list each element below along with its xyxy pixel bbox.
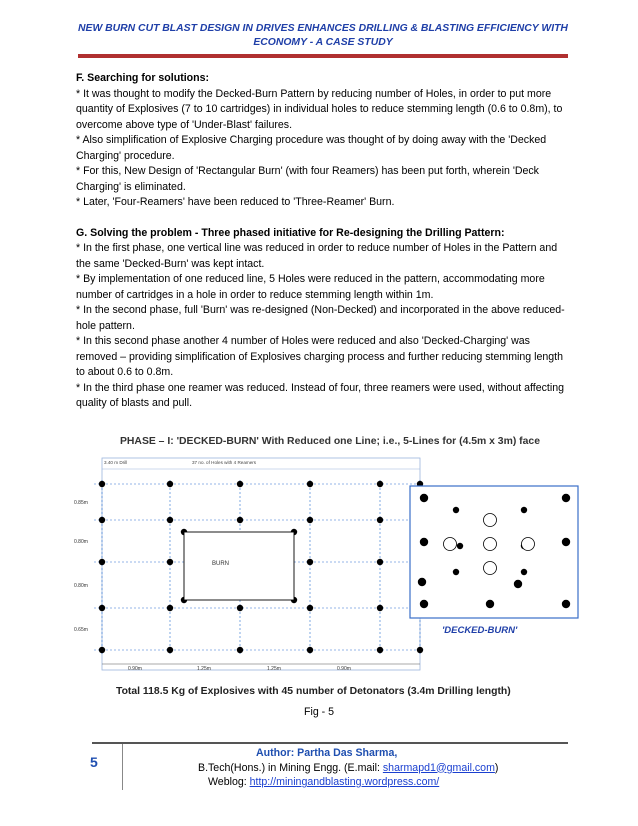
header-line-2: ECONOMY - A CASE STUDY [253,37,393,48]
blast-hole [99,517,105,523]
blast-hole [237,605,243,611]
inset-solid-hole [418,578,426,586]
section-f-para-1: * It was thought to modify the Decked-Burn Pattern by reducing number of Holes, in order to put more quantity of Explosives (7 to 10 cartridges) in individual holes to reduce stemming length (0.6 to 0.8m), to overcome above type of 'Under-Blast' failures. [76,87,563,131]
blast-hole [307,559,313,565]
blast-hole [377,481,383,487]
section-g-para-4: * In this second phase another 4 number of Holes were reduced and also 'Decked-Charging' was removed – providing simplification of Explosives charging process and further reducing stemming length to about 0.6 to 0.8m. [76,335,563,378]
footer-degree-close: ) [494,761,499,774]
blast-hole [377,647,383,653]
spacing-label-horizontal: 1.25m [197,666,211,672]
section-f-para-2: * Also simplification of Explosive Charging procedure was thought of by doing away with the 'Decked Charging' procedure. [76,134,547,162]
header-line-1: NEW BURN CUT BLAST DESIGN IN DRIVES ENHANCES DRILLING & BLASTING EFFICIENCY WITH [78,23,568,34]
decked-burn-inset [410,486,578,618]
blast-hole [167,481,173,487]
footer-divider [122,744,123,790]
inset-solid-hole [420,600,428,608]
blast-hole [237,647,243,653]
burn-label: BURN [212,561,230,567]
blast-hole [417,647,423,653]
inset-reamer-hole [484,562,497,575]
header-rule [78,54,568,58]
blast-hole [237,481,243,487]
inset-small-hole [521,507,527,513]
inset-solid-hole [562,494,570,502]
inset-label: 'DECKED-BURN' [442,625,518,636]
spacing-label-vertical: 0.65m [74,627,88,633]
running-header [78,22,568,50]
section-g-para-1: * In the first phase, one vertical line was reduced in order to reduce number of Holes in the Pattern and the same 'Decked-Burn' was kept intact. [76,242,558,270]
section-f-heading: F. Searching for solutions: [76,72,210,84]
blast-hole [167,559,173,565]
inset-solid-hole [562,538,570,546]
weblog-link[interactable]: http://miningandblasting.wordpress.com/ [249,776,440,788]
inset-small-hole [457,543,463,549]
section-g-para-5: * In the third phase one reamer was reduced. Instead of four, three reamers were used, without affecting quality of blasts and pull. [76,381,564,409]
page-number: 5 [90,754,98,770]
inset-reamer-hole [484,538,497,551]
inset-solid-hole [514,580,522,588]
blast-hole [167,647,173,653]
footer-weblog-label: Weblog: [208,776,250,788]
inset-small-hole [453,569,459,575]
spacing-label-vertical: 0.80m [74,539,88,545]
spacing-label-vertical: 0.80m [74,583,88,589]
spacing-label-horizontal: 0.90m [337,666,351,672]
spacing-label-vertical: 0.85m [74,500,88,506]
figure-note-holes: 37 no. of Holes with 4 Reamers [192,460,257,465]
section-f-para-4: * Later, 'Four-Reamers' have been reduced to 'Three-Reamer' Burn. [76,196,395,208]
footer-degree-text: B.Tech(Hons.) in Mining Engg. (E.mail: [198,761,383,774]
blast-hole [377,517,383,523]
blast-hole [307,605,313,611]
email-link[interactable]: sharmapd1@gmail.com [382,761,495,774]
burn-rectangle [184,532,294,600]
blast-hole [377,605,383,611]
blast-hole [167,605,173,611]
blast-hole [307,647,313,653]
section-g-heading: G. Solving the problem - Three phased initiative for Re-designing the Drilling Pattern: [76,226,505,239]
body-text [76,71,568,412]
drilling-pattern-diagram [70,432,590,702]
blast-hole [307,481,313,487]
figure-5 [70,432,590,702]
blast-hole [99,647,105,653]
footer-weblog-line [198,775,518,790]
vertical-spacing-labels [74,500,88,633]
inset-solid-hole [420,538,428,546]
horizontal-spacing-labels [128,666,351,672]
inset-small-hole [453,507,459,513]
inset-solid-hole [420,494,428,502]
inset-reamer-hole [484,514,497,527]
blast-hole [99,481,105,487]
inset-reamer-hole [444,538,457,551]
footer-rule [92,742,568,744]
blast-hole [377,559,383,565]
spacing-label-horizontal: 0.90m [128,666,142,672]
inset-solid-hole [562,600,570,608]
inset-solid-hole [486,600,494,608]
blast-hole [237,517,243,523]
spacing-label-horizontal: 1.25m [267,666,281,672]
blast-hole [99,559,105,565]
footer-degree-line [198,761,518,776]
inset-small-hole [521,569,527,575]
figure-total-explosives: Total 118.5 Kg of Explosives with 45 number of Detonators (3.4m Drilling length) [116,686,511,697]
blast-hole [167,517,173,523]
blast-hole [99,605,105,611]
inset-reamer-hole [522,538,535,551]
section-g-para-3: * In the second phase, full 'Burn' was re-designed (Non-Decked) and incorporated in the above reduced-hole pattern. [76,304,565,332]
footer [198,746,518,790]
figure-title: PHASE – I: 'DECKED-BURN' With Reduced one Line; i.e., 5-Lines for (4.5m x 3m) face [120,436,540,447]
section-f-para-3: * For this, New Design of 'Rectangular Burn' (with four Reamers) has been put forth, wherein 'Deck Charging' is eliminated. [76,165,539,193]
footer-author: Author: Partha Das Sharma, [256,747,398,759]
blast-hole [307,517,313,523]
figure-note-drill: 3.40 m Drill [104,460,128,465]
figure-caption: Fig - 5 [304,706,335,718]
section-g-para-2: * By implementation of one reduced line, 5 Holes were reduced in the pattern, accommodating more number of cartridges in a hole in order to reduce stemming length within 1m. [76,273,545,301]
